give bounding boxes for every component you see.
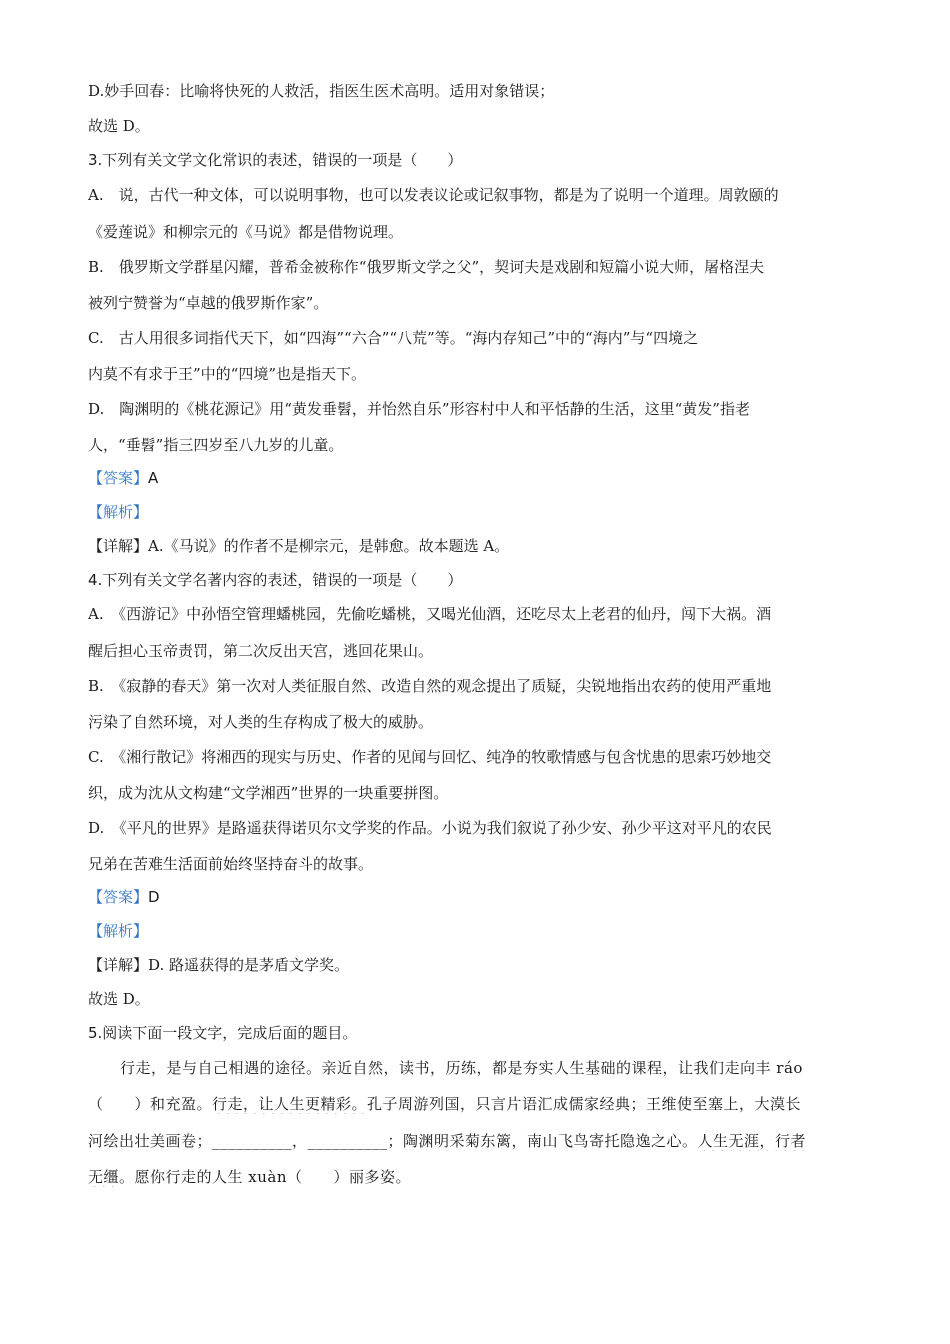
- q4-option-b-cont: 污染了自然环境，对人类的生存构成了极大的威胁。: [88, 713, 434, 731]
- passage-line-3: [88, 1131, 858, 1151]
- q4-analysis-tag: 【解析】: [88, 922, 149, 940]
- passage-line-1: 行走，是与自己相遇的途径。亲近自然，读书，历练，都是夯实人生基础的课程，让我们走向丰 ráo: [120, 1059, 803, 1077]
- fill-blank-1: __________: [212, 1132, 293, 1150]
- q3-option-b: B. 俄罗斯文学群星闪耀，普希金被称作“俄罗斯文学之父”，契诃夫是戏剧和短篇小说大师，屠格涅夫: [88, 258, 765, 276]
- passage-text: 孔子周游列国，只言片语汇成儒家经典；王维使至塞上，大漠长: [367, 1095, 802, 1113]
- q3-option-d: D. 陶渊明的《桃花源记》用“黄发垂髫，并怡然自乐”形容村中人和平恬静的生活，这里“黄发”指老: [88, 400, 750, 418]
- q4-option-d-cont: 兄弟在苦难生活面前始终坚持奋斗的故事。: [88, 855, 374, 873]
- q3-option-c-cont: 内莫不有求于王”中的“四境”也是指天下。: [88, 365, 367, 383]
- q3-option-a: A. 说，古代一种文体，可以说明事物，也可以发表议论或记叙事物，都是为了说明一个道理。周敦颐的: [88, 186, 779, 204]
- pinyin-blank-rao: （ ）和充盈。: [88, 1095, 213, 1113]
- question-4-stem: 4.下列有关文学名著内容的表述，错误的一项是（ ）: [88, 571, 463, 589]
- q3-option-a-cont: 《爱莲说》和柳宗元的《马说》都是借物说理。: [88, 223, 404, 241]
- q4-option-c-cont: 织，成为沈从文构建“文学湘西”世界的一块重要拼图。: [88, 784, 449, 802]
- underlined-sentence: 行走，让人生更精彩。: [212, 1095, 368, 1113]
- choose-answer: 故选 D。: [88, 117, 150, 135]
- q3-option-c: C. 古人用很多词指代天下，如“四海”“六合”“八荒”等。“海内存知己”中的“海内”与“四境之: [88, 329, 699, 347]
- option-d-explanation: D.妙手回春：比喻将快死的人救活，指医生医术高明。适用对象错误；: [88, 82, 555, 100]
- underlined-phrase: 人生无涯，行者: [697, 1132, 807, 1150]
- answer-value: D: [148, 888, 160, 906]
- q3-detail: 【详解】A.《马说》的作者不是柳宗元，是韩愈。故本题选 A。: [88, 537, 510, 555]
- passage-line-4: [88, 1167, 858, 1187]
- blank-separator: ，: [292, 1132, 308, 1150]
- passage-text: 。愿你行走的人生 xuàn（ ）丽多姿。: [119, 1168, 412, 1186]
- q4-option-a: A. 《西游记》中孙悟空管理蟠桃园，先偷吃蟠桃，又喝光仙酒，还吃尽太上老君的仙丹，闯下大祸。酒: [88, 605, 772, 623]
- question-5-stem: 5.阅读下面一段文字，完成后面的题目。: [88, 1024, 358, 1042]
- q4-option-d: D. 《平凡的世界》是路遥获得诺贝尔文学奖的作品。小说为我们叙说了孙少安、孙少平这对平凡的农民: [88, 819, 772, 837]
- answer-tag: 【答案】: [88, 888, 149, 906]
- q4-option-c: C. 《湘行散记》将湘西的现实与历史、作者的见闻与回忆、纯净的牧歌情感与包含忧患的思索巧妙地交: [88, 748, 772, 766]
- q4-answer: [88, 887, 858, 907]
- q3-option-d-cont: 人，“垂髫”指三四岁至八九岁的儿童。: [88, 436, 344, 454]
- q3-option-b-cont: 被列宁赞誉为“卓越的俄罗斯作家”。: [88, 294, 329, 312]
- q4-option-a-cont: 醒后担心玉帝责罚，第二次反出天宫，逃回花果山。: [88, 642, 434, 660]
- question-3-stem: 3.下列有关文学文化常识的表述，错误的一项是（ ）: [88, 151, 463, 169]
- answer-tag: 【答案】: [88, 469, 149, 487]
- passage-text: ；陶渊明采菊东篱，南山飞鸟寄托隐逸之心。: [387, 1132, 698, 1150]
- fill-blank-2: __________: [307, 1132, 388, 1150]
- q3-analysis-tag: 【解析】: [88, 503, 149, 521]
- answer-value: A: [148, 469, 159, 487]
- q4-choose-answer: 故选 D。: [88, 990, 150, 1008]
- underlined-phrase: 无缰: [88, 1168, 120, 1186]
- q4-detail: 【详解】D. 路遥获得的是茅盾文学奖。: [88, 956, 350, 974]
- q4-option-b: B. 《寂静的春天》第一次对人类征服自然、改造自然的观念提出了质疑，尖锐地指出农药的使用严重地: [88, 677, 772, 695]
- q3-answer: [88, 468, 858, 488]
- passage-line-2: [88, 1094, 858, 1114]
- passage-text: 河绘出壮美画卷；: [88, 1132, 213, 1150]
